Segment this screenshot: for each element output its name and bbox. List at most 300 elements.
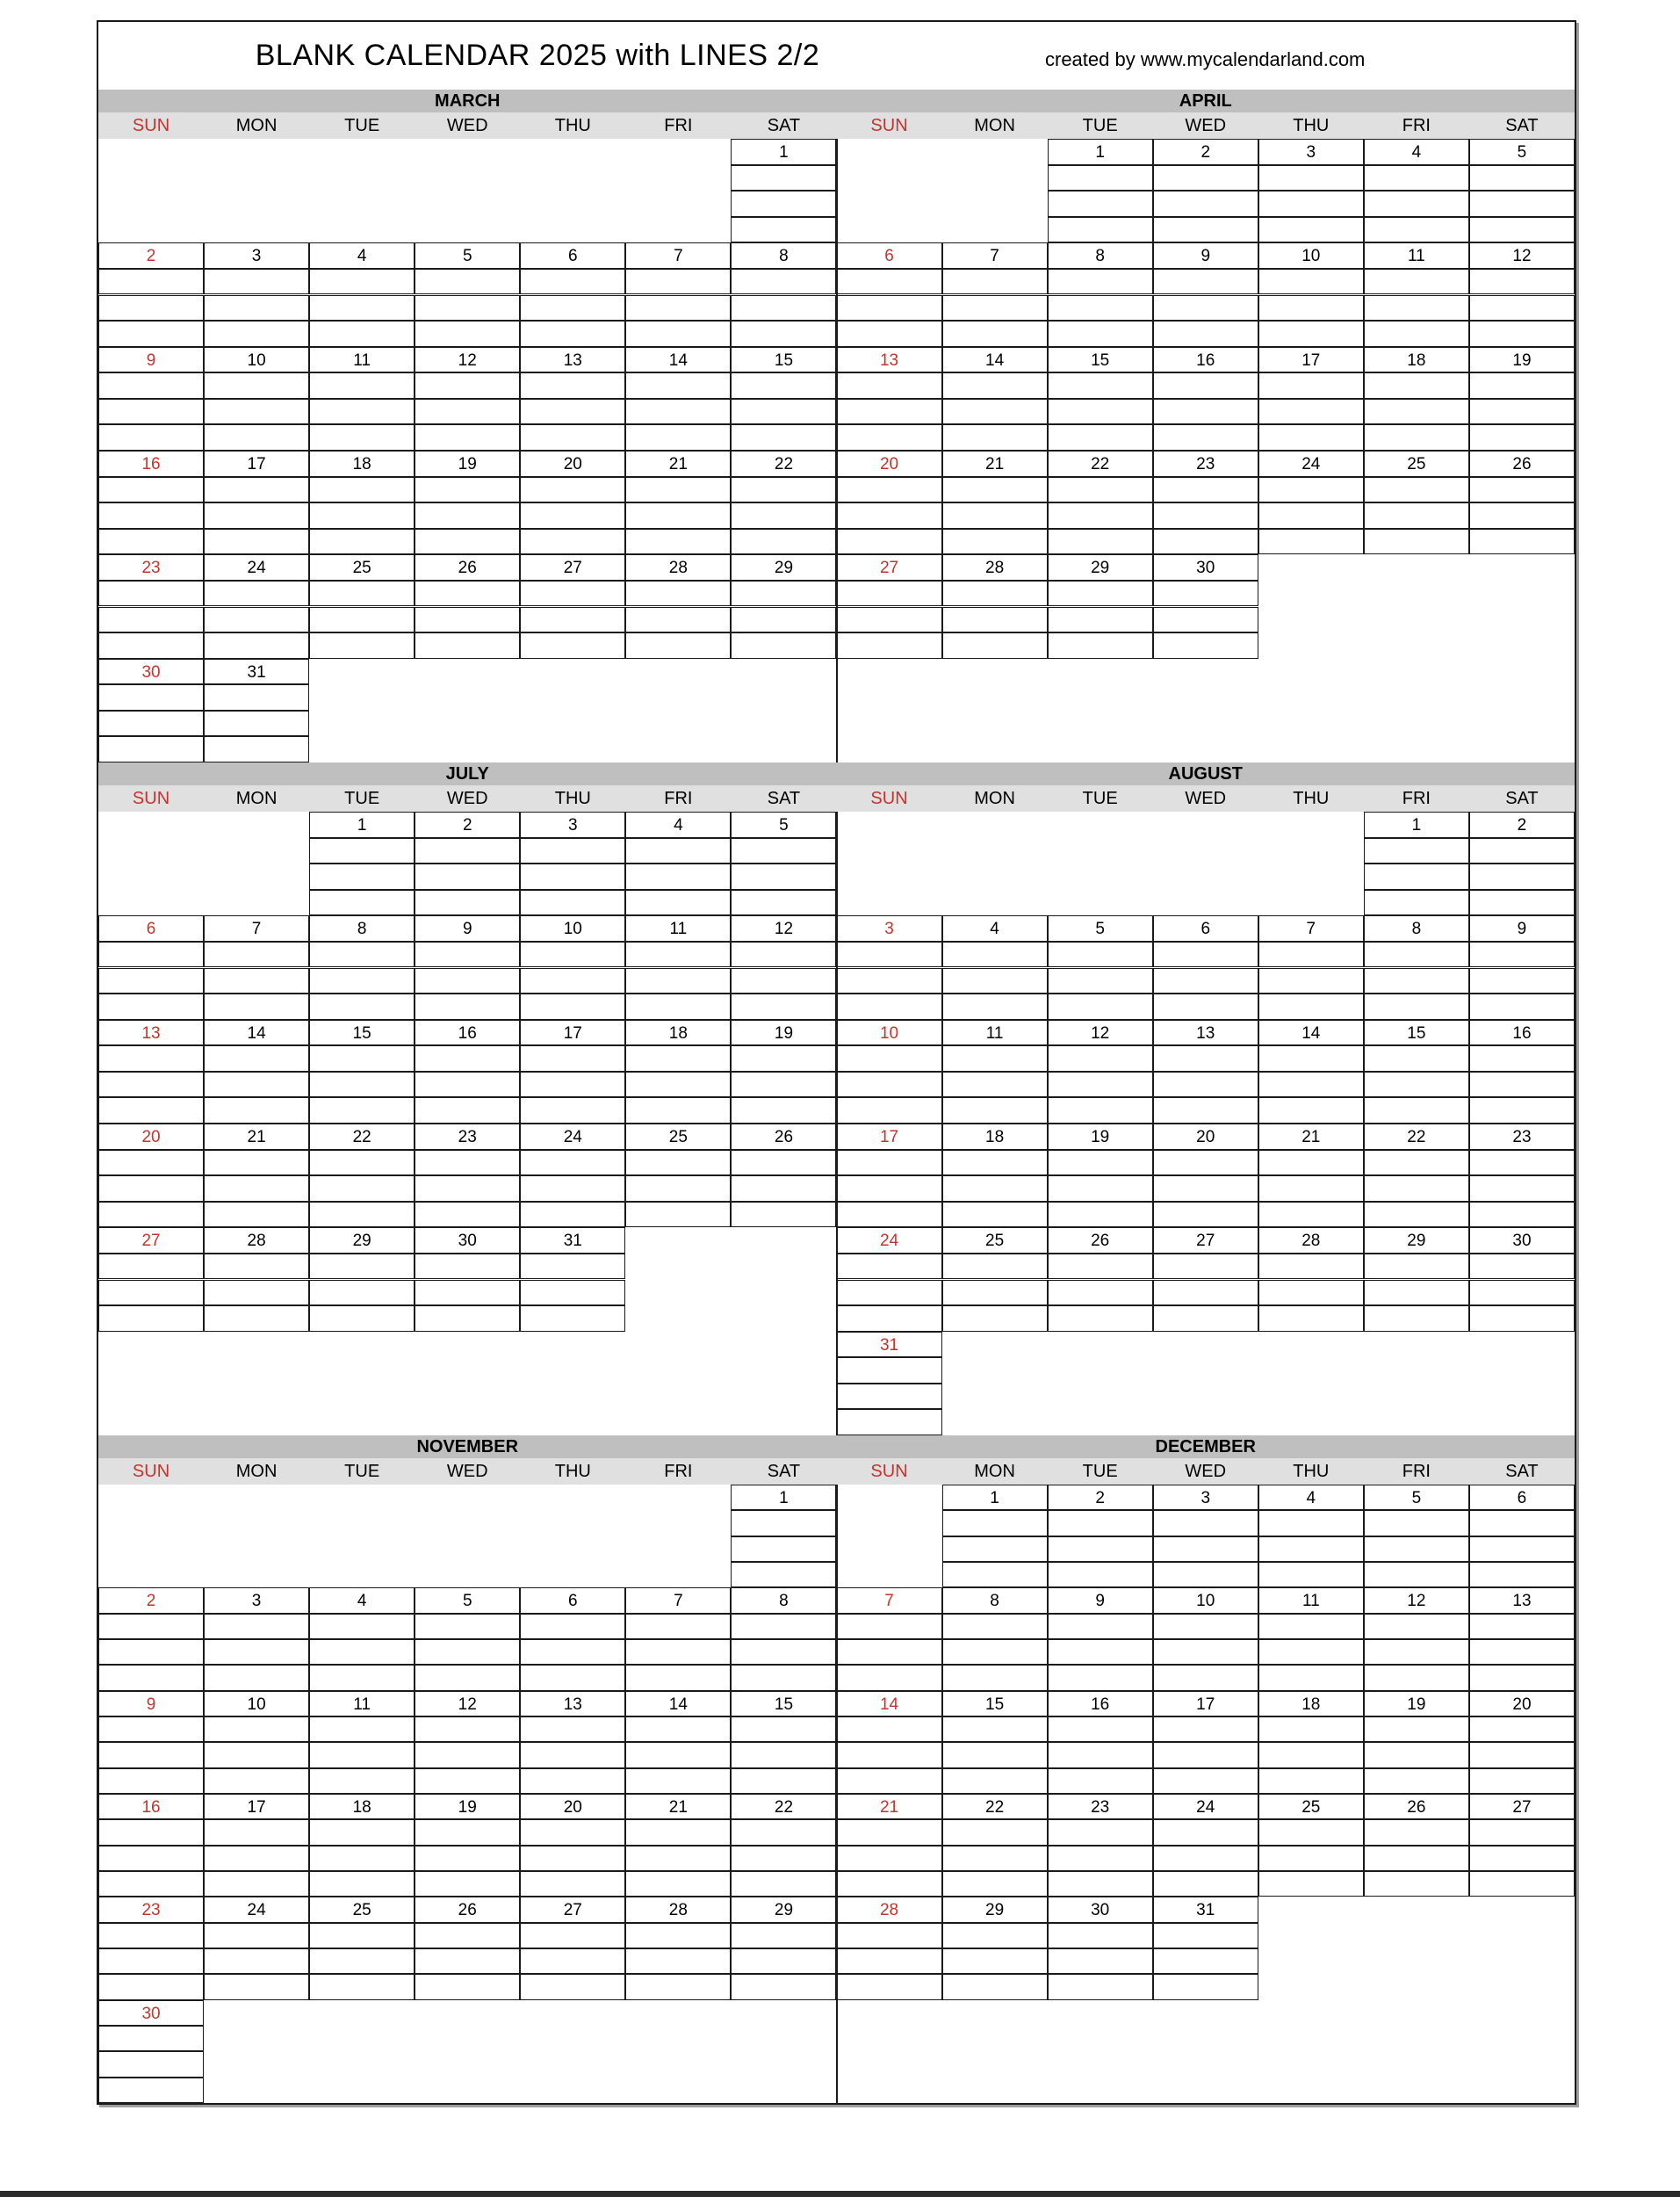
weekday-label-mon: MON xyxy=(974,789,1015,808)
writing-line xyxy=(204,295,309,322)
month-april xyxy=(837,90,1575,762)
writing-line xyxy=(98,1846,204,1871)
writing-line xyxy=(1469,1742,1575,1767)
writing-line xyxy=(309,942,415,968)
weekday-label-tue: TUE xyxy=(1082,116,1118,135)
writing-line xyxy=(98,1819,204,1845)
writing-line xyxy=(520,477,625,503)
writing-line xyxy=(309,1280,415,1306)
day-cell-april-20: 20 xyxy=(837,451,942,477)
day-cell-august-12: 12 xyxy=(1048,1020,1153,1046)
day-cell-april-10: 10 xyxy=(1258,242,1364,269)
day-cell-november-1: 1 xyxy=(731,1485,836,1510)
writing-line xyxy=(1048,372,1153,399)
writing-line xyxy=(415,607,520,633)
writing-line xyxy=(1258,372,1364,399)
day-cell-november-3: 3 xyxy=(204,1587,309,1613)
writing-line xyxy=(309,1846,415,1871)
writing-line xyxy=(731,607,836,633)
day-cell-april-5: 5 xyxy=(1469,139,1575,165)
writing-line xyxy=(1048,1716,1153,1742)
writing-line xyxy=(98,942,204,968)
writing-line xyxy=(520,1254,625,1280)
day-cell-march-19: 19 xyxy=(415,451,520,477)
writing-line xyxy=(309,399,415,425)
writing-line xyxy=(942,399,1048,425)
writing-line xyxy=(415,321,520,347)
writing-line xyxy=(1153,1150,1258,1176)
day-cell-august-13: 13 xyxy=(1153,1020,1258,1046)
writing-line xyxy=(1469,269,1575,295)
writing-line xyxy=(1364,295,1469,322)
writing-line xyxy=(1364,994,1469,1020)
writing-line xyxy=(415,1768,520,1794)
day-cell-march-11: 11 xyxy=(309,347,415,373)
writing-line xyxy=(942,1846,1048,1871)
writing-line xyxy=(415,372,520,399)
writing-line xyxy=(1364,1305,1469,1332)
writing-line xyxy=(204,1819,309,1845)
writing-line xyxy=(1258,968,1364,994)
writing-line xyxy=(415,295,520,322)
day-cell-december-23: 23 xyxy=(1048,1794,1153,1819)
day-cell-july-15: 15 xyxy=(309,1020,415,1046)
writing-line xyxy=(1258,191,1364,217)
writing-line xyxy=(1469,1150,1575,1176)
writing-line xyxy=(415,1175,520,1202)
writing-line xyxy=(1153,424,1258,451)
day-cell-august-23: 23 xyxy=(1469,1124,1575,1150)
writing-line xyxy=(1153,1614,1258,1639)
day-cell-november-12: 12 xyxy=(415,1691,520,1716)
writing-line xyxy=(1364,942,1469,968)
writing-line xyxy=(520,1305,625,1332)
writing-line xyxy=(1469,1716,1575,1742)
writing-line xyxy=(837,1202,942,1228)
day-cell-march-17: 17 xyxy=(204,451,309,477)
writing-line xyxy=(1048,1202,1153,1228)
writing-line xyxy=(204,968,309,994)
day-cell-july-24: 24 xyxy=(520,1124,625,1150)
writing-line xyxy=(520,1768,625,1794)
weekday-header-row xyxy=(837,1458,1575,1485)
writing-line xyxy=(204,711,309,737)
writing-line xyxy=(731,1510,836,1536)
writing-line xyxy=(942,372,1048,399)
day-cell-december-31: 31 xyxy=(1153,1897,1258,1922)
writing-line xyxy=(837,1409,942,1435)
writing-line xyxy=(837,1254,942,1280)
writing-line xyxy=(942,1072,1048,1098)
writing-line xyxy=(309,1639,415,1665)
writing-line xyxy=(837,1639,942,1665)
writing-line xyxy=(1469,1280,1575,1306)
day-cell-july-3: 3 xyxy=(520,812,625,838)
writing-line xyxy=(625,1097,731,1124)
writing-line xyxy=(98,477,204,503)
weekday-label-sun: SUN xyxy=(870,789,908,808)
day-cell-march-27: 27 xyxy=(520,554,625,581)
writing-line xyxy=(942,1562,1048,1587)
writing-line xyxy=(1258,477,1364,503)
writing-line xyxy=(1364,1614,1469,1639)
writing-line xyxy=(1364,502,1469,529)
writing-line xyxy=(520,295,625,322)
day-cell-august-19: 19 xyxy=(1048,1124,1153,1150)
writing-line xyxy=(309,1871,415,1897)
writing-line xyxy=(731,1614,836,1639)
writing-line xyxy=(204,1846,309,1871)
day-cell-december-12: 12 xyxy=(1364,1587,1469,1613)
weekday-label-fri: FRI xyxy=(664,789,693,808)
day-cell-april-28: 28 xyxy=(942,554,1048,581)
writing-line xyxy=(942,502,1048,529)
month-name-bar: AUGUST xyxy=(837,762,1575,785)
day-cell-march-13: 13 xyxy=(520,347,625,373)
writing-line xyxy=(309,502,415,529)
weekday-label-mon: MON xyxy=(974,1462,1015,1481)
writing-line xyxy=(1258,1639,1364,1665)
writing-line xyxy=(520,942,625,968)
writing-line xyxy=(98,1614,204,1639)
writing-line xyxy=(1153,1665,1258,1690)
writing-line xyxy=(837,607,942,633)
writing-line xyxy=(1469,191,1575,217)
day-cell-july-2: 2 xyxy=(415,812,520,838)
writing-line xyxy=(1048,1305,1153,1332)
writing-line xyxy=(309,1819,415,1845)
day-cell-august-9: 9 xyxy=(1469,915,1575,942)
writing-line xyxy=(204,1923,309,1948)
writing-line xyxy=(731,838,836,864)
writing-line xyxy=(731,1846,836,1871)
writing-line xyxy=(942,1175,1048,1202)
writing-line xyxy=(625,477,731,503)
weekday-label-wed: WED xyxy=(446,116,488,135)
writing-line xyxy=(1469,1045,1575,1072)
writing-line xyxy=(309,1175,415,1202)
writing-line xyxy=(1153,1948,1258,1974)
day-cell-december-5: 5 xyxy=(1364,1485,1469,1510)
writing-line xyxy=(98,1072,204,1098)
writing-line xyxy=(1048,165,1153,192)
writing-line xyxy=(98,1254,204,1280)
day-cell-december-24: 24 xyxy=(1153,1794,1258,1819)
writing-line xyxy=(415,1819,520,1845)
weekday-header-row xyxy=(837,112,1575,139)
writing-line xyxy=(1469,477,1575,503)
weekday-header-row xyxy=(98,112,837,139)
writing-line xyxy=(520,607,625,633)
writing-line xyxy=(309,1072,415,1098)
writing-line xyxy=(1048,1974,1153,1999)
writing-line xyxy=(837,1150,942,1176)
writing-line xyxy=(1364,1510,1469,1536)
writing-line xyxy=(309,1923,415,1948)
writing-line xyxy=(309,1742,415,1767)
day-cell-march-31: 31 xyxy=(204,659,309,685)
writing-line xyxy=(1153,1305,1258,1332)
writing-line xyxy=(415,1923,520,1948)
writing-line xyxy=(520,502,625,529)
writing-line xyxy=(204,399,309,425)
writing-line xyxy=(1153,1280,1258,1306)
writing-line xyxy=(1048,1871,1153,1897)
writing-line xyxy=(1364,1768,1469,1794)
writing-line xyxy=(625,632,731,659)
writing-line xyxy=(98,1871,204,1897)
day-cell-july-31: 31 xyxy=(520,1227,625,1254)
writing-line xyxy=(98,632,204,659)
page-bottom-edge xyxy=(0,2191,1680,2197)
weekday-label-thu: THU xyxy=(554,116,591,135)
writing-line xyxy=(837,477,942,503)
writing-line xyxy=(1364,191,1469,217)
day-cell-april-15: 15 xyxy=(1048,347,1153,373)
writing-line xyxy=(942,1665,1048,1690)
day-cell-march-22: 22 xyxy=(731,451,836,477)
writing-line xyxy=(731,217,836,243)
day-cell-december-8: 8 xyxy=(942,1587,1048,1613)
writing-line xyxy=(625,994,731,1020)
writing-line xyxy=(1364,399,1469,425)
writing-line xyxy=(1153,372,1258,399)
weekday-label-tue: TUE xyxy=(344,1462,380,1481)
writing-line xyxy=(1364,1742,1469,1767)
day-cell-november-29: 29 xyxy=(731,1897,836,1922)
writing-line xyxy=(98,684,204,711)
writing-line xyxy=(415,632,520,659)
day-cell-november-4: 4 xyxy=(309,1587,415,1613)
writing-line xyxy=(731,1923,836,1948)
writing-line xyxy=(731,1097,836,1124)
day-cell-march-3: 3 xyxy=(204,242,309,269)
month-december xyxy=(837,1435,1575,2103)
day-cell-april-24: 24 xyxy=(1258,451,1364,477)
day-cell-march-14: 14 xyxy=(625,347,731,373)
weekday-label-sat: SAT xyxy=(1505,1462,1539,1481)
writing-line xyxy=(1048,1639,1153,1665)
writing-line xyxy=(1364,1072,1469,1098)
writing-line xyxy=(942,1045,1048,1072)
writing-line xyxy=(1048,994,1153,1020)
day-cell-april-7: 7 xyxy=(942,242,1048,269)
writing-line xyxy=(942,1871,1048,1897)
writing-line xyxy=(942,581,1048,607)
writing-line xyxy=(1048,424,1153,451)
writing-line xyxy=(415,529,520,555)
day-cell-april-13: 13 xyxy=(837,347,942,373)
writing-line xyxy=(1258,1305,1364,1332)
writing-line xyxy=(1048,1819,1153,1845)
writing-line xyxy=(1153,1072,1258,1098)
writing-line xyxy=(1469,1254,1575,1280)
writing-line xyxy=(1258,1742,1364,1767)
writing-line xyxy=(1364,890,1469,916)
writing-line xyxy=(520,581,625,607)
writing-line xyxy=(1469,968,1575,994)
writing-line xyxy=(1469,1768,1575,1794)
writing-line xyxy=(731,1045,836,1072)
day-cell-july-16: 16 xyxy=(415,1020,520,1046)
weekday-label-tue: TUE xyxy=(344,116,380,135)
writing-line xyxy=(520,1150,625,1176)
weekday-label-tue: TUE xyxy=(344,789,380,808)
writing-line xyxy=(1364,968,1469,994)
writing-line xyxy=(98,529,204,555)
writing-line xyxy=(1364,372,1469,399)
weekday-label-fri: FRI xyxy=(1402,116,1431,135)
day-cell-december-19: 19 xyxy=(1364,1691,1469,1716)
day-cell-august-31: 31 xyxy=(837,1332,942,1358)
writing-line xyxy=(942,1097,1048,1124)
writing-line xyxy=(625,1948,731,1974)
writing-line xyxy=(1258,1819,1364,1845)
weekday-label-fri: FRI xyxy=(1402,789,1431,808)
writing-line xyxy=(98,1974,204,1999)
writing-line xyxy=(942,424,1048,451)
month-july xyxy=(98,762,837,1435)
writing-line xyxy=(731,1639,836,1665)
writing-line xyxy=(1048,399,1153,425)
writing-line xyxy=(98,1742,204,1767)
writing-line xyxy=(1364,1097,1469,1124)
writing-line xyxy=(731,1562,836,1587)
writing-line xyxy=(1153,165,1258,192)
day-cell-november-26: 26 xyxy=(415,1897,520,1922)
writing-line xyxy=(520,864,625,890)
day-cell-november-24: 24 xyxy=(204,1897,309,1922)
writing-line xyxy=(1469,1846,1575,1871)
day-cell-august-20: 20 xyxy=(1153,1124,1258,1150)
writing-line xyxy=(1469,399,1575,425)
writing-line xyxy=(98,502,204,529)
writing-line xyxy=(204,1742,309,1767)
writing-line xyxy=(942,295,1048,322)
writing-line xyxy=(625,1614,731,1639)
writing-line xyxy=(520,1948,625,1974)
writing-line xyxy=(731,1202,836,1228)
writing-line xyxy=(731,1150,836,1176)
day-cell-august-6: 6 xyxy=(1153,915,1258,942)
writing-line xyxy=(625,1871,731,1897)
writing-line xyxy=(204,1072,309,1098)
writing-line xyxy=(415,1639,520,1665)
writing-line xyxy=(415,1202,520,1228)
writing-line xyxy=(520,1045,625,1072)
writing-line xyxy=(1469,864,1575,890)
writing-line xyxy=(520,1072,625,1098)
day-cell-november-30: 30 xyxy=(98,2000,204,2026)
writing-line xyxy=(98,1202,204,1228)
writing-line xyxy=(309,1305,415,1332)
writing-line xyxy=(1469,1072,1575,1098)
writing-line xyxy=(415,1305,520,1332)
writing-line xyxy=(1364,864,1469,890)
writing-line xyxy=(837,942,942,968)
writing-line xyxy=(731,1768,836,1794)
writing-line xyxy=(1048,1097,1153,1124)
day-cell-november-28: 28 xyxy=(625,1897,731,1922)
writing-line xyxy=(415,1097,520,1124)
writing-line xyxy=(520,838,625,864)
writing-line xyxy=(1364,165,1469,192)
writing-line xyxy=(204,321,309,347)
writing-line xyxy=(1258,1097,1364,1124)
day-cell-august-17: 17 xyxy=(837,1124,942,1150)
writing-line xyxy=(98,1716,204,1742)
writing-line xyxy=(625,1974,731,1999)
writing-line xyxy=(415,477,520,503)
writing-line xyxy=(520,529,625,555)
writing-line xyxy=(625,1846,731,1871)
writing-line xyxy=(1258,424,1364,451)
weekday-label-thu: THU xyxy=(1293,1462,1330,1481)
writing-line xyxy=(731,1974,836,1999)
writing-line xyxy=(625,581,731,607)
day-cell-april-9: 9 xyxy=(1153,242,1258,269)
writing-line xyxy=(1258,1665,1364,1690)
writing-line xyxy=(1048,1948,1153,1974)
day-cell-july-7: 7 xyxy=(204,915,309,942)
day-cell-december-20: 20 xyxy=(1469,1691,1575,1716)
writing-line xyxy=(731,1536,836,1562)
day-cell-december-3: 3 xyxy=(1153,1485,1258,1510)
writing-line xyxy=(625,529,731,555)
writing-line xyxy=(837,1305,942,1332)
writing-line xyxy=(1258,399,1364,425)
writing-line xyxy=(837,1614,942,1639)
day-cell-august-3: 3 xyxy=(837,915,942,942)
day-cell-august-25: 25 xyxy=(942,1227,1048,1254)
day-cell-august-22: 22 xyxy=(1364,1124,1469,1150)
day-cell-november-13: 13 xyxy=(520,1691,625,1716)
writing-line xyxy=(837,1716,942,1742)
day-cell-december-2: 2 xyxy=(1048,1485,1153,1510)
day-cell-march-7: 7 xyxy=(625,242,731,269)
writing-line xyxy=(1258,1768,1364,1794)
writing-line xyxy=(520,1665,625,1690)
day-cell-november-10: 10 xyxy=(204,1691,309,1716)
writing-line xyxy=(204,502,309,529)
writing-line xyxy=(204,1948,309,1974)
day-cell-july-6: 6 xyxy=(98,915,204,942)
writing-line xyxy=(942,529,1048,555)
writing-line xyxy=(309,994,415,1020)
writing-line xyxy=(942,1305,1048,1332)
writing-line xyxy=(837,1097,942,1124)
weekday-label-fri: FRI xyxy=(664,1462,693,1481)
day-cell-august-14: 14 xyxy=(1258,1020,1364,1046)
day-cell-march-12: 12 xyxy=(415,347,520,373)
writing-line xyxy=(98,1948,204,1974)
writing-line xyxy=(625,1923,731,1948)
month-name-bar: JULY xyxy=(98,762,837,785)
writing-line xyxy=(1258,502,1364,529)
writing-line xyxy=(731,994,836,1020)
writing-line xyxy=(942,1819,1048,1845)
day-cell-july-21: 21 xyxy=(204,1124,309,1150)
writing-line xyxy=(942,1742,1048,1767)
writing-line xyxy=(415,424,520,451)
writing-line xyxy=(837,1045,942,1072)
writing-line xyxy=(1258,1072,1364,1098)
writing-line xyxy=(415,1072,520,1098)
writing-line xyxy=(520,269,625,295)
writing-line xyxy=(1048,1562,1153,1587)
writing-line xyxy=(1153,1202,1258,1228)
writing-line xyxy=(1153,321,1258,347)
